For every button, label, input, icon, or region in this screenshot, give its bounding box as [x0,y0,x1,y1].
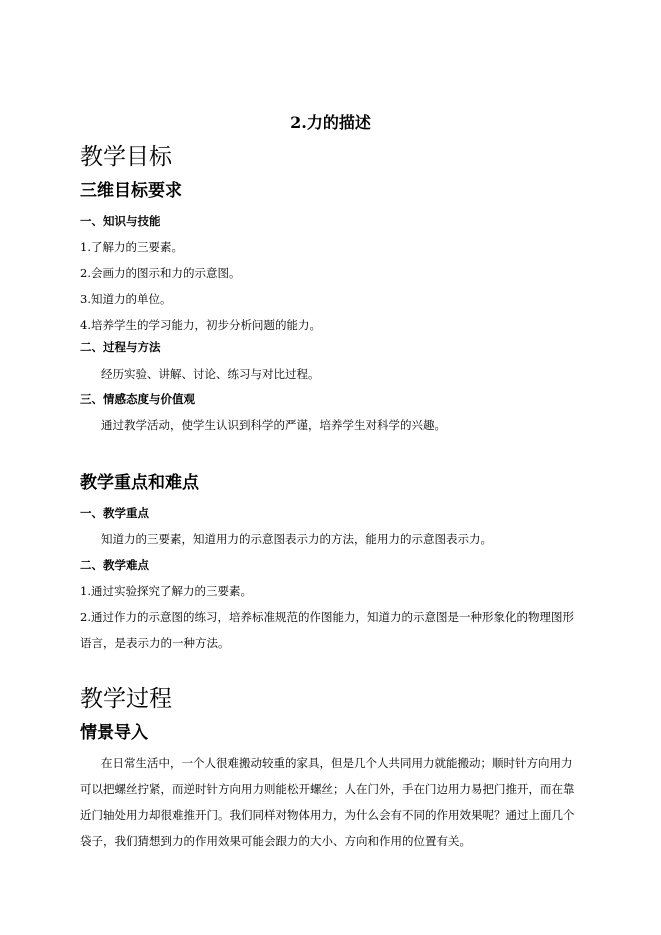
part-heading-difficult-point: 二、教学难点 [80,558,149,572]
document-title: 2.力的描述 [290,113,371,132]
list-item-continuation: 语言，是表示力的一种方法。 [80,636,230,650]
part-heading-key-point: 一、教学重点 [80,506,149,520]
paragraph-line: 经历实验、讲解、讨论、练习与对比过程。 [101,367,320,381]
paragraph-line: 通过教学活动，使学生认识到科学的严谨，培养学生对科学的兴趣。 [101,418,446,432]
part-heading-attitudes-values: 三、情感态度与价值观 [80,392,195,406]
part-heading-process-methods: 二、过程与方法 [80,340,161,354]
section-heading-key-points: 教学重点和难点 [80,473,199,493]
paragraph-line: 可以把螺丝拧紧，而逆时针方向用力则能松开螺丝；人在门外，手在门边用力易把门推开，而在靠 [80,782,575,796]
subheading-scenario-intro: 情景导入 [80,723,148,743]
paragraph-line: 袋子，我们猜想到力的作用效果可能会跟力的大小、方向和作用的位置有关。 [80,834,471,848]
list-item: 1.通过实验探究了解力的三要素。 [80,584,252,598]
list-item: 4.培养学生的学习能力，初步分析问题的能力。 [80,318,321,332]
list-item: 2.通过作力的示意图的练习，培养标准规范的作图能力，知道力的示意图是一种形象化的物理图形 [80,610,574,624]
paragraph-line: 在日常生活中，一个人很难搬动较重的家具，但是几个人共同用力就能搬动；顺时针方向用力 [101,756,573,770]
paragraph-line: 知道力的三要素，知道用力的示意图表示力的方法，能用力的示意图表示力。 [101,532,492,546]
paragraph-line: 近门轴处用力却很难推开门。我们同样对物体用力，为什么会有不同的作用效果呢？通过上面几个 [80,808,575,822]
section-heading-teaching-process: 教学过程 [80,686,172,712]
part-heading-knowledge-skills: 一、知识与技能 [80,214,161,228]
list-item: 2.会画力的图示和力的示意图。 [80,266,241,280]
section-heading-teaching-goals: 教学目标 [80,144,172,170]
subheading-three-dimensional-goals: 三维目标要求 [80,181,182,201]
list-item: 1.了解力的三要素。 [80,240,183,254]
list-item: 3.知道力的单位。 [80,292,172,306]
